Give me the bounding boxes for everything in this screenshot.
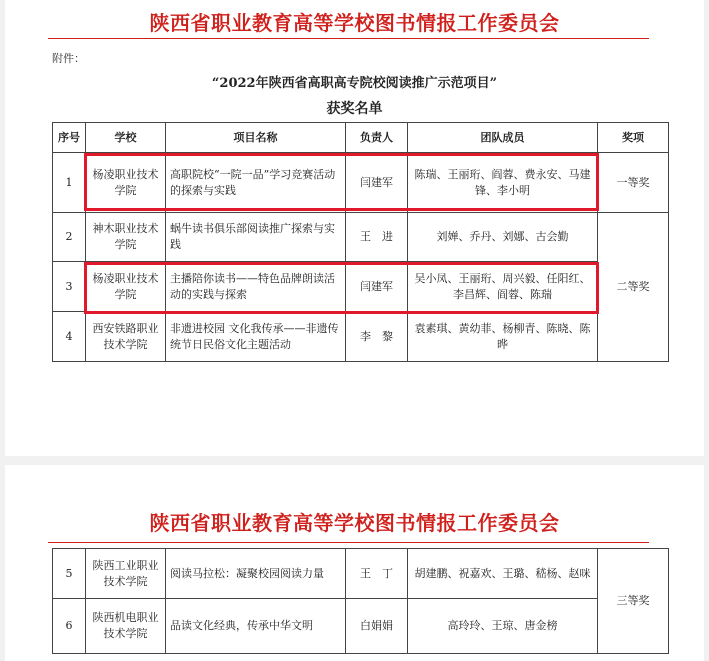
highlight-box-row-3 xyxy=(84,262,599,314)
row-leader: 李 黎 xyxy=(346,312,408,362)
doc-title: “2022年陕西省高职高专院校阅读推广示范项目” xyxy=(211,76,498,91)
row-members: 吴小凤、王丽珩、周兴毅、任阳红、李昌辉、阎蓉、陈瑞 xyxy=(408,262,598,312)
table-row xyxy=(53,213,669,262)
row-school: 杨凌职业技术学院 xyxy=(86,153,166,213)
row-no: 3 xyxy=(53,262,86,312)
row-no: 2 xyxy=(53,213,86,262)
row-award: 一等奖 xyxy=(598,153,669,213)
row-project: 高职院校“一院一品”学习竞赛活动的探索与实践 xyxy=(166,153,346,213)
document-page-2 xyxy=(5,465,704,661)
header-no: 序号 xyxy=(53,123,86,153)
row-leader: 白娟娟 xyxy=(346,599,408,654)
row-award: 二等奖 xyxy=(598,213,669,362)
row-award: 三等奖 xyxy=(598,549,669,654)
table-row xyxy=(53,599,669,654)
header-rule xyxy=(48,38,649,39)
org-header: 陕西省职业教育高等学校图书情报工作委员会 xyxy=(149,511,560,535)
row-members: 陈瑞、王丽珩、阎蓉、费永安、马建锋、李小明 xyxy=(408,153,598,213)
org-header: 陕西省职业教育高等学校图书情报工作委员会 xyxy=(149,11,560,35)
row-members: 刘婵、乔丹、刘娜、古会勤 xyxy=(408,213,598,262)
table-row xyxy=(53,312,669,362)
row-project: 蜗牛读书俱乐部阅读推广探索与实践 xyxy=(166,213,346,262)
row-leader: 闫建军 xyxy=(346,262,408,312)
row-school: 神木职业技术学院 xyxy=(86,213,166,262)
row-members: 胡建鹏、祝嘉欢、王璐、嵇杨、赵咪 xyxy=(408,549,598,599)
row-leader: 王 丁 xyxy=(346,549,408,599)
highlight-box-row-1 xyxy=(84,153,599,211)
awards-table-continued xyxy=(52,548,669,654)
document-page-1 xyxy=(5,0,704,456)
row-project: 阅读马拉松：凝聚校园阅读力量 xyxy=(166,549,346,599)
header-rule xyxy=(48,542,649,543)
doc-subtitle: 获奖名单 xyxy=(326,101,383,117)
row-members: 高玲玲、王琼、唐金榜 xyxy=(408,599,598,654)
row-leader: 王 进 xyxy=(346,213,408,262)
row-no: 4 xyxy=(53,312,86,362)
row-no: 5 xyxy=(53,549,86,599)
row-project: 品读文化经典，传承中华文明 xyxy=(166,599,346,654)
row-members: 袁素琪、黄幼菲、杨柳青、陈晓、陈晔 xyxy=(408,312,598,362)
header-award: 奖项 xyxy=(598,123,669,153)
row-school: 陕西工业职业技术学院 xyxy=(86,549,166,599)
header-leader: 负责人 xyxy=(346,123,408,153)
row-project: 非遗进校园 文化我传承——非遗传统节日民俗文化主题活动 xyxy=(166,312,346,362)
row-school: 西安铁路职业技术学院 xyxy=(86,312,166,362)
table-header-row xyxy=(53,123,669,153)
row-school: 杨凌职业技术学院 xyxy=(86,262,166,312)
attachment-label: 附件： xyxy=(52,52,85,65)
row-leader: 闫建军 xyxy=(346,153,408,213)
table-row xyxy=(53,549,669,599)
header-members: 团队成员 xyxy=(408,123,598,153)
header-school: 学校 xyxy=(86,123,166,153)
row-no: 1 xyxy=(53,153,86,213)
row-school: 陕西机电职业技术学院 xyxy=(86,599,166,654)
row-no: 6 xyxy=(53,599,86,654)
row-project: 主播陪你读书——特色品牌朗读活动的实践与探索 xyxy=(166,262,346,312)
header-project: 项目名称 xyxy=(166,123,346,153)
